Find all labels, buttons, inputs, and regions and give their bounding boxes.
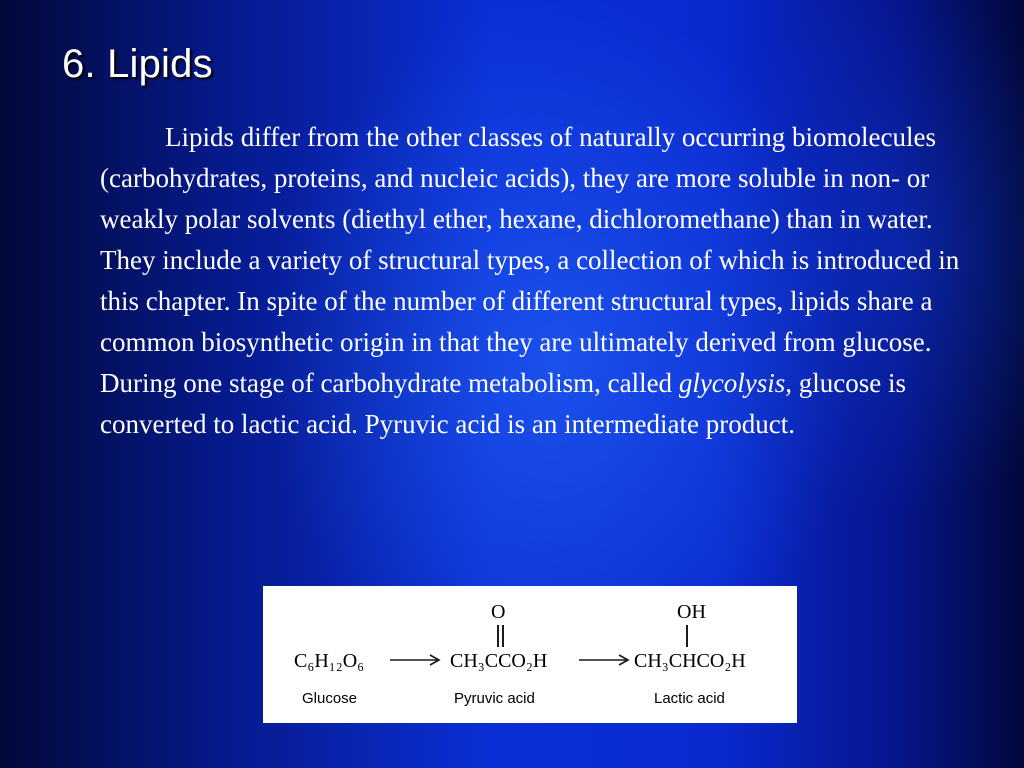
pyruvic-double-bond-left [497, 625, 499, 647]
glucose-label: Glucose [302, 690, 358, 707]
lactic-single-bond [686, 625, 688, 647]
paragraph-text-start: Lipids differ from the other classes of naturally occurring biomolecules (carbohydrates, proteins, and nucleic acids), they are more soluble in non- or weakly polar solvents (diethyl ether, hexane, dichloromethane) than in water. They include a variety of structural types, a collection of which is introduced in this chapter. In spite of the number of different structural types, lipids share a common biosynthetic origin in that they are ultimately derived from glucose. During one stage of carbohydrate metabolism, called [100, 122, 960, 398]
body-paragraph [100, 117, 970, 445]
reaction-arrow-2 [577, 652, 631, 668]
reaction-arrow-1 [388, 652, 442, 668]
pyruvic-formula: CH₃CCO₂H [450, 650, 548, 672]
pyruvic-label: Pyruvic acid [454, 690, 535, 707]
lactic-formula: CH₃CHCO₂H [634, 650, 746, 672]
pyruvic-double-bond-right [502, 625, 504, 647]
paragraph-text-end: glucose is converted to lactic acid. Pyruvic acid is an intermediate product. [100, 368, 907, 439]
glucose-formula: C₆H₁₂O₆ [294, 650, 365, 672]
pyruvic-carbonyl-oxygen: O [491, 601, 506, 623]
lactic-hydroxyl: OH [677, 601, 706, 623]
slide-title: 6. Lipids [62, 42, 213, 86]
lactic-label: Lactic acid [654, 690, 725, 707]
glycolysis-term: glycolysis, [678, 368, 793, 398]
